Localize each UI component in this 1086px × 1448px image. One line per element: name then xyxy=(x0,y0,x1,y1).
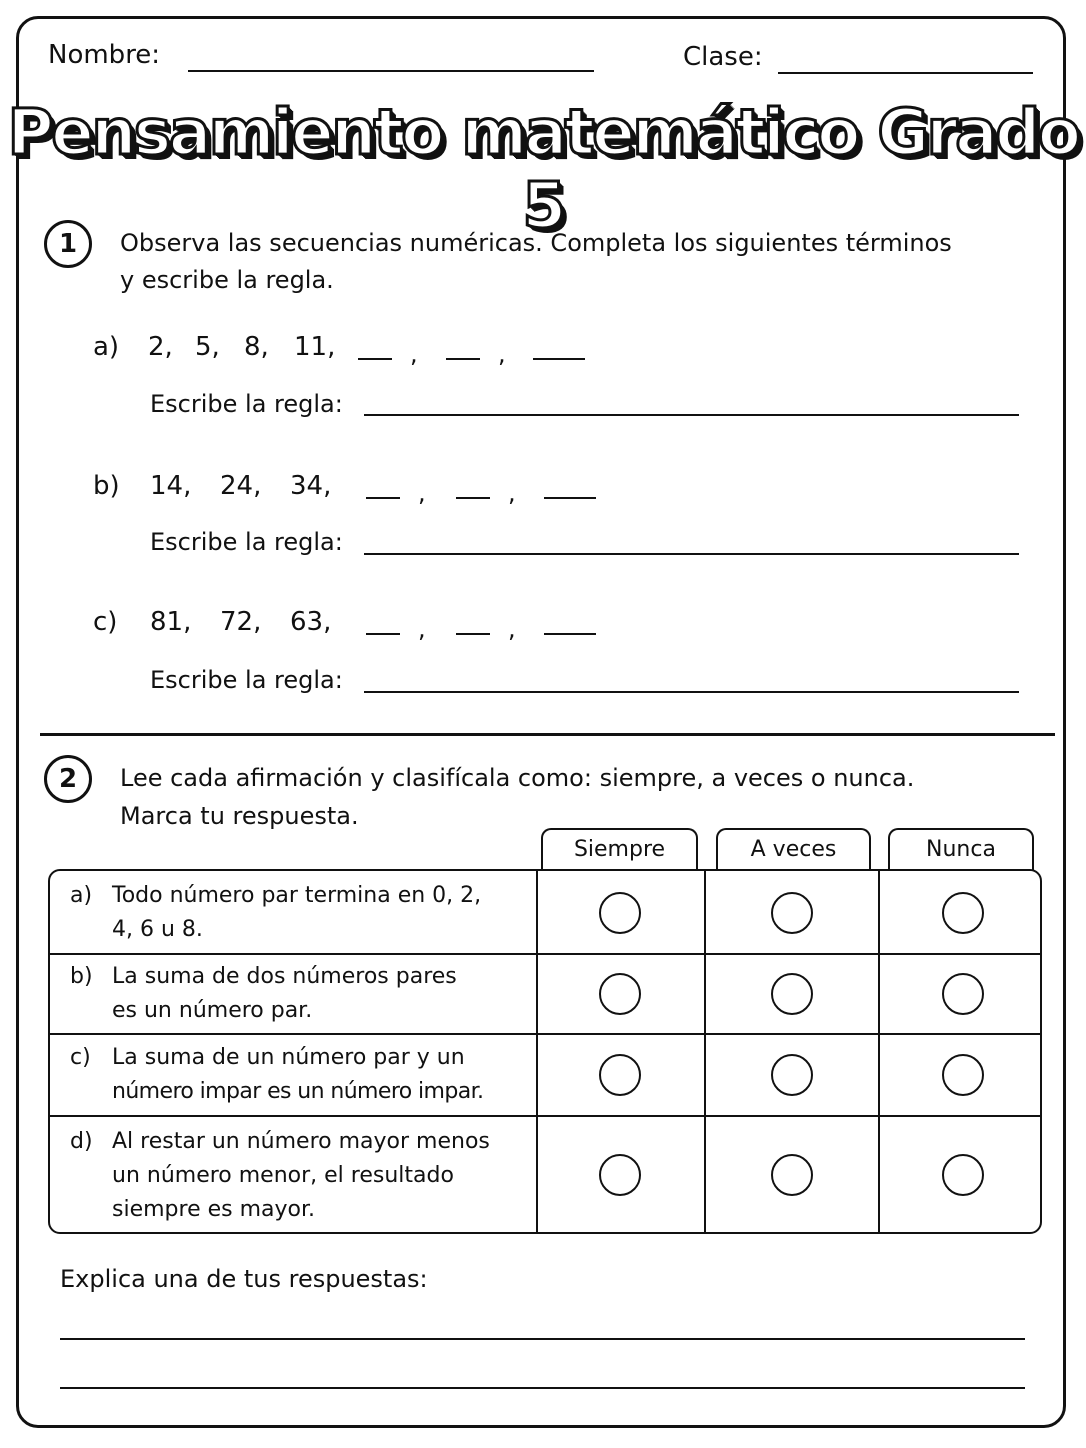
sequence-b-blank-2[interactable] xyxy=(456,497,490,499)
rule-label-b: Escribe la regla: xyxy=(150,528,343,556)
row-statement-line: número impar es un número impar. xyxy=(112,1079,484,1104)
row-statement-line: La suma de dos números pares xyxy=(112,964,457,989)
explain-label: Explica una de tus respuestas: xyxy=(60,1265,428,1293)
radio-row-c-a-veces[interactable] xyxy=(771,1054,813,1096)
question-2-number: 2 xyxy=(44,755,92,803)
comma: , xyxy=(508,479,516,507)
row-letter: a) xyxy=(70,883,93,908)
sequence-a-blank-1[interactable] xyxy=(358,358,392,360)
sequence-c-blank-2[interactable] xyxy=(456,633,490,635)
comma: , xyxy=(418,479,426,507)
row-letter: c) xyxy=(70,1045,91,1070)
column-header-nunca: Nunca xyxy=(888,828,1034,870)
sequence-c-term: 63, xyxy=(290,607,332,637)
sequence-b-blank-1[interactable] xyxy=(366,497,400,499)
question-2-text-line1: Lee cada afirmación y clasifícala como: siempre, a veces o nunca. xyxy=(120,764,915,792)
comma: , xyxy=(498,340,506,368)
section-divider xyxy=(40,733,1055,736)
radio-row-b-a-veces[interactable] xyxy=(771,973,813,1015)
row-statement-line: 4, 6 u 8. xyxy=(112,917,203,942)
rule-label-a: Escribe la regla: xyxy=(150,390,343,418)
row-divider xyxy=(50,1033,1040,1035)
radio-row-a-siempre[interactable] xyxy=(599,892,641,934)
sequence-c-blank-1[interactable] xyxy=(366,633,400,635)
sequence-a-term: 8, xyxy=(244,332,269,362)
rule-label-c: Escribe la regla: xyxy=(150,666,343,694)
row-divider xyxy=(50,953,1040,955)
sequence-b-letter: b) xyxy=(93,471,120,501)
rule-field-b[interactable] xyxy=(364,553,1019,555)
radio-row-b-nunca[interactable] xyxy=(942,973,984,1015)
question-1-text-line2: y escribe la regla. xyxy=(120,266,334,294)
radio-row-a-a-veces[interactable] xyxy=(771,892,813,934)
sequence-c-letter: c) xyxy=(93,607,118,637)
radio-row-a-nunca[interactable] xyxy=(942,892,984,934)
column-divider xyxy=(704,871,706,1232)
sequence-b-term: 14, xyxy=(150,471,192,501)
sequence-a-blank-2[interactable] xyxy=(446,358,480,360)
radio-row-c-siempre[interactable] xyxy=(599,1054,641,1096)
column-header-a-veces: A veces xyxy=(716,828,871,870)
class-field[interactable] xyxy=(778,72,1033,74)
row-statement-line: Al restar un número mayor menos xyxy=(112,1129,490,1154)
sequence-a-term: 2, xyxy=(148,332,173,362)
comma: , xyxy=(418,615,426,643)
class-label: Clase: xyxy=(683,42,763,72)
column-divider xyxy=(536,871,538,1232)
comma: , xyxy=(410,340,418,368)
row-divider xyxy=(50,1115,1040,1117)
column-divider xyxy=(878,871,880,1232)
radio-row-d-nunca[interactable] xyxy=(942,1154,984,1196)
rule-field-c[interactable] xyxy=(364,691,1019,693)
question-2-text-line2: Marca tu respuesta. xyxy=(120,802,359,830)
sequence-c-blank-3[interactable] xyxy=(544,633,596,635)
sequence-c-term: 72, xyxy=(220,607,262,637)
row-statement-line: es un número par. xyxy=(112,998,313,1023)
row-statement-line: Todo número par termina en 0, 2, xyxy=(112,883,482,908)
classification-table xyxy=(48,869,1042,1234)
question-1-number: 1 xyxy=(44,220,92,268)
sequence-b-blank-3[interactable] xyxy=(544,497,596,499)
sequence-a-blank-3[interactable] xyxy=(533,358,585,360)
sequence-b-term: 34, xyxy=(290,471,332,501)
name-field[interactable] xyxy=(188,70,594,72)
explain-answer-line-1[interactable] xyxy=(60,1338,1025,1340)
sequence-c-term: 81, xyxy=(150,607,192,637)
name-label: Nombre: xyxy=(48,40,161,70)
sequence-a-term: 5, xyxy=(195,332,220,362)
sequence-a-letter: a) xyxy=(93,332,120,362)
radio-row-b-siempre[interactable] xyxy=(599,973,641,1015)
row-letter: d) xyxy=(70,1129,93,1154)
sequence-b-term: 24, xyxy=(220,471,262,501)
radio-row-d-a-veces[interactable] xyxy=(771,1154,813,1196)
row-statement-line: un número menor, el resultado xyxy=(112,1163,454,1188)
row-letter: b) xyxy=(70,964,93,989)
row-statement-line: La suma de un número par y un xyxy=(112,1045,465,1070)
radio-row-c-nunca[interactable] xyxy=(942,1054,984,1096)
radio-row-d-siempre[interactable] xyxy=(599,1154,641,1196)
page-title: Pensamiento matemático Grado 5 xyxy=(7,96,1079,242)
comma: , xyxy=(508,615,516,643)
sequence-a-term: 11, xyxy=(294,332,336,362)
question-1-text-line1: Observa las secuencias numéricas. Completa los siguientes términos xyxy=(120,229,952,257)
explain-answer-line-2[interactable] xyxy=(60,1387,1025,1389)
row-statement-line: siempre es mayor. xyxy=(112,1197,315,1222)
rule-field-a[interactable] xyxy=(364,414,1019,416)
title-block xyxy=(0,96,1086,242)
column-header-siempre: Siempre xyxy=(541,828,698,870)
